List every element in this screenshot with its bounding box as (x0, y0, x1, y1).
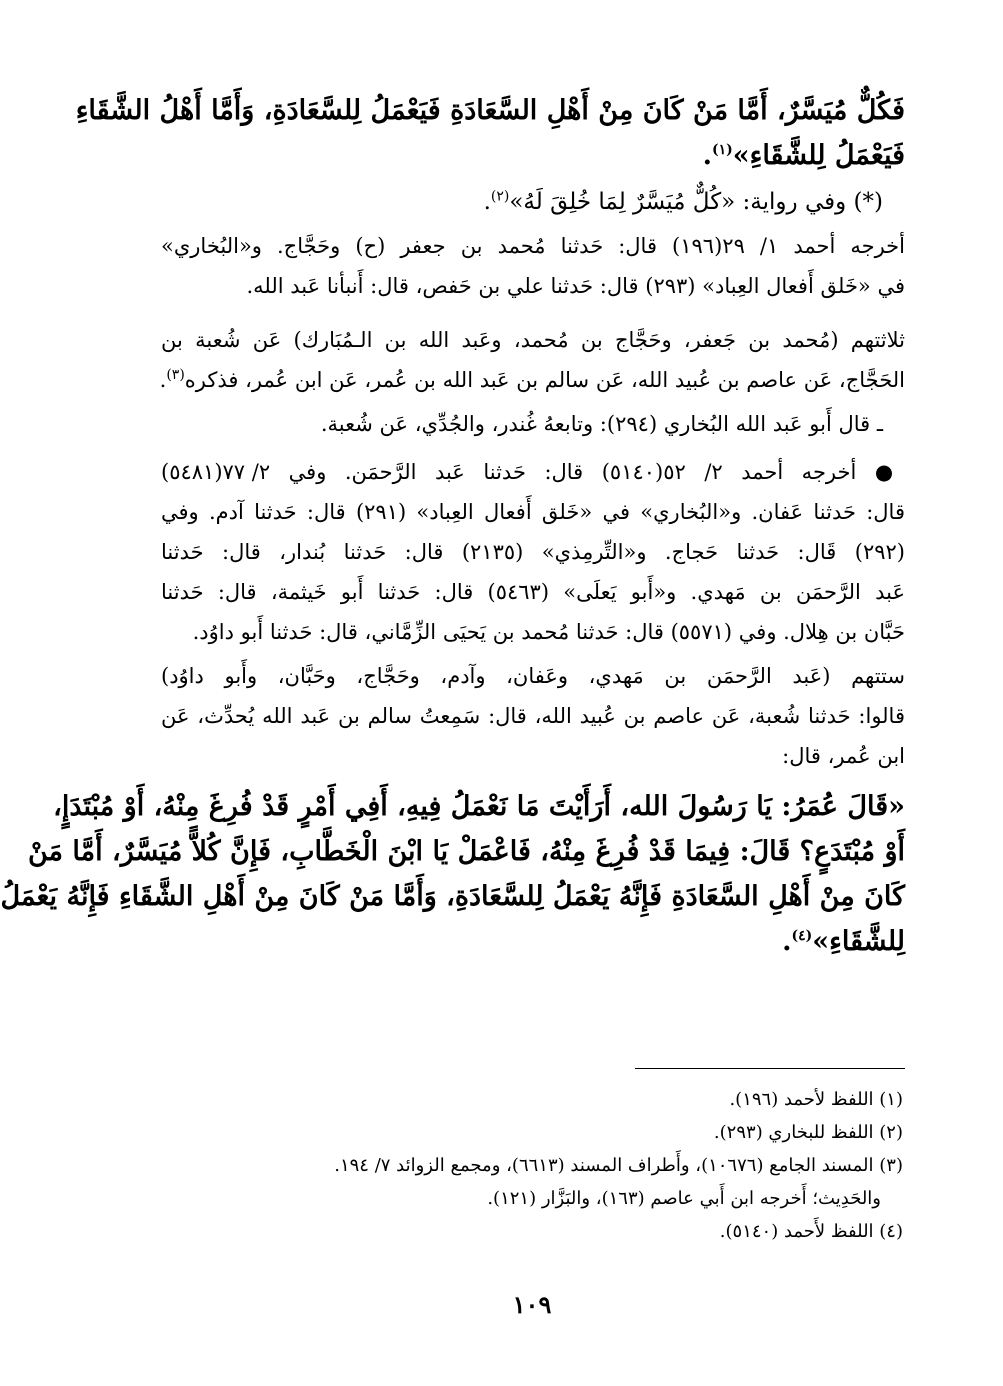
hadith-bottom-line-4-text: لِلشَّقَاءِ» (812, 926, 905, 957)
footnote-2: (٢) اللفظ للبخاري (٢٩٣). (713, 1122, 903, 1143)
page-number: ١٠٩ (512, 1290, 552, 1319)
takhrij2-line-4: عَبد الرَّحمَن بن مَهدي. و«أَبو يَعلَى» (٥٤٦٣) قال: حَدثنا أَبو خَيثمة، قال: حَدثنا (161, 580, 905, 604)
qala-bukhari-line: ـ قال أَبو عَبد الله البُخاري (٢٩٤): وتابعهُ غُندر، والجُدِّي، عَن شُعبة. (320, 412, 883, 436)
thalathatuhum-paragraph (161, 320, 905, 400)
sittatuhum-line-3: ابن عُمر، قال: (782, 744, 905, 768)
hadith-text-bottom (0, 784, 905, 964)
qala-bukhari-paragraph (161, 404, 905, 444)
takhrij2-line-2: قال: حَدثنا عَفان. و«البُخاري» في «خَلق أَفعال العِباد» (٢٩١) قال: حَدثنا آدم. وفي (161, 500, 905, 524)
takhrij1-line-1: أخرجه أحمد ١/ ٢٩(١٩٦) قال: حَدثنا مُحمد بن جعفر (ح) وحَجَّاج. و«البُخاري» (161, 234, 905, 258)
hadith-top-line-1: فَكُلٌّ مُيَسَّرٌ، أَمَّا مَنْ كَانَ مِنْ أَهْلِ السَّعَادَةِ فَيَعْمَلُ لِلسَّعَادَةِ، وَأَمَّا أَهْلُ الشَّقَاءِ (75, 95, 905, 126)
riwaya-text: (*) وفي رواية: «كُلٌّ مُيَسَّرٌ لِمَا خُلِقَ لَهُ» (509, 189, 883, 215)
hadith-bottom-line-1: «قَالَ عُمَرُ: يَا رَسُولَ الله، أَرَأَيْتَ مَا نَعْمَلُ فِيهِ، أَفِي أَمْرٍ قَدْ فُرِغَ مِنْهُ، أَوْ مُبْتَدَإٍ، (53, 791, 905, 822)
takhrij2-line-5: حَبَّان بن هِلال. وفي (٥٥٧١) قال: حَدثنا مُحمد بن يَحيَى الزِّمَّاني، قال: حَدثنا أَبو داوُد. (192, 620, 905, 644)
hadith-bottom-line-2: أَوْ مُبْتَدَعٍ؟ قَالَ: فِيمَا قَدْ فُرِغَ مِنْهُ، فَاعْمَلْ يَا ابْنَ الْخَطَّابِ، فَإِنَّ كُلاًّ مُيَسَّرٌ، أَمَّا مَنْ (27, 836, 905, 867)
footnote-3-continued: والحَدِيث؛ أَخرجه ابن أَبي عاصم (١٦٣)، والبَزَّار (١٢١). (487, 1188, 881, 1209)
hadith-top-line-2-text: فَيَعْمَلُ لِلشَّقَاءِ» (732, 140, 905, 171)
riwaya-line: (*) وفي رواية: «كُلٌّ مُيَسَّرٌ لِمَا خُلِقَ لَهُ»$^{(٢)}$. (483, 188, 883, 215)
hadith-text-top (75, 88, 905, 178)
takhrij-paragraph-1 (161, 226, 905, 306)
takhrij1-line-2: في «خَلق أَفعال العِباد» (٢٩٣) قال: حَدثنا علي بن حَفص، قال: أَنبأنا عَبد الله. (246, 274, 905, 298)
takhrij2-line-1: ● أخرجه أحمد ٢/ ٥٢(٥١٤٠) قال: حَدثنا عَبد الرَّحمَن. وفي ٢/ ٧٧(٥٤٨١) (161, 460, 905, 484)
hadith-top-line-2: فَيَعْمَلُ لِلشَّقَاءِ»$^{(١)}$. (702, 140, 905, 171)
footnote-mark-4: (٤) (791, 928, 813, 944)
thalathatuhum-line-1: ثلاثتهم (مُحمد بن جَعفر، وحَجَّاج بن مُحمد، وعَبد الله بن الـمُبَارك) عَن شُعبة بن (161, 328, 905, 352)
sittatuhum-line-2: قالوا: حَدثنا شُعبة، عَن عاصم بن عُبيد الله، قال: سَمِعتُ سالم بن عَبد الله يُحدِّث، عَن (161, 704, 905, 728)
footnote-mark-3: (٣) (166, 367, 185, 383)
sittatuhum-line-1: ستتهم (عَبد الرَّحمَن بن مَهدي، وعَفان، وآدم، وحَجَّاج، وحَبَّان، وأَبو داوُد) (161, 664, 905, 688)
hadith-bottom-line-4: لِلشَّقَاءِ»$^{(٤)}$. (782, 926, 905, 957)
footnote-3: (٣) المسند الجامع (١٠٦٧٦)، وأَطراف المسند (٦٦١٣)، ومجمع الزوائد ٧/ ١٩٤. (334, 1155, 903, 1176)
footnote-mark-1: (١) (711, 142, 733, 158)
footnotes (161, 1083, 903, 1248)
footnote-mark-2: (٢) (490, 188, 510, 205)
riwaya-paragraph (161, 182, 905, 222)
takhrij-paragraph-2 (161, 452, 905, 652)
hadith-bottom-line-3: كَانَ مِنْ أَهْلِ السَّعَادَةِ فَإِنَّهُ يَعْمَلُ لِلسَّعَادَةِ، وَأَمَّا مَنْ كَانَ مِنْ أَهْلِ الشَّقَاءِ فَإِنَّهُ يَعْمَلُ (0, 881, 905, 912)
thalathatuhum-line-2-text: الحَجَّاج، عَن عاصم بن عُبيد الله، عَن سالم بن عَبد الله بن عُمر، عَن ابن عُمر، فذكره (184, 368, 905, 392)
sittatuhum-paragraph (161, 656, 905, 776)
footnote-4: (٤) اللفظ لأَحمد (٥١٤٠). (719, 1221, 903, 1242)
footnote-separator (635, 1068, 905, 1069)
footnote-1: (١) اللفظ لأحمد (١٩٦). (729, 1089, 903, 1110)
takhrij2-line-3: (٢٩٢) قَال: حَدثنا حَجاج. و«التِّرمِذي» (٢١٣٥) قال: حَدثنا بُندار، قال: حَدثنا (161, 540, 905, 564)
page-body (0, 88, 905, 964)
thalathatuhum-line-2: الحَجَّاج، عَن عاصم بن عُبيد الله، عَن سالم بن عَبد الله بن عُمر، عَن ابن عُمر، فذكره$^{(٣)}$. (159, 367, 905, 392)
